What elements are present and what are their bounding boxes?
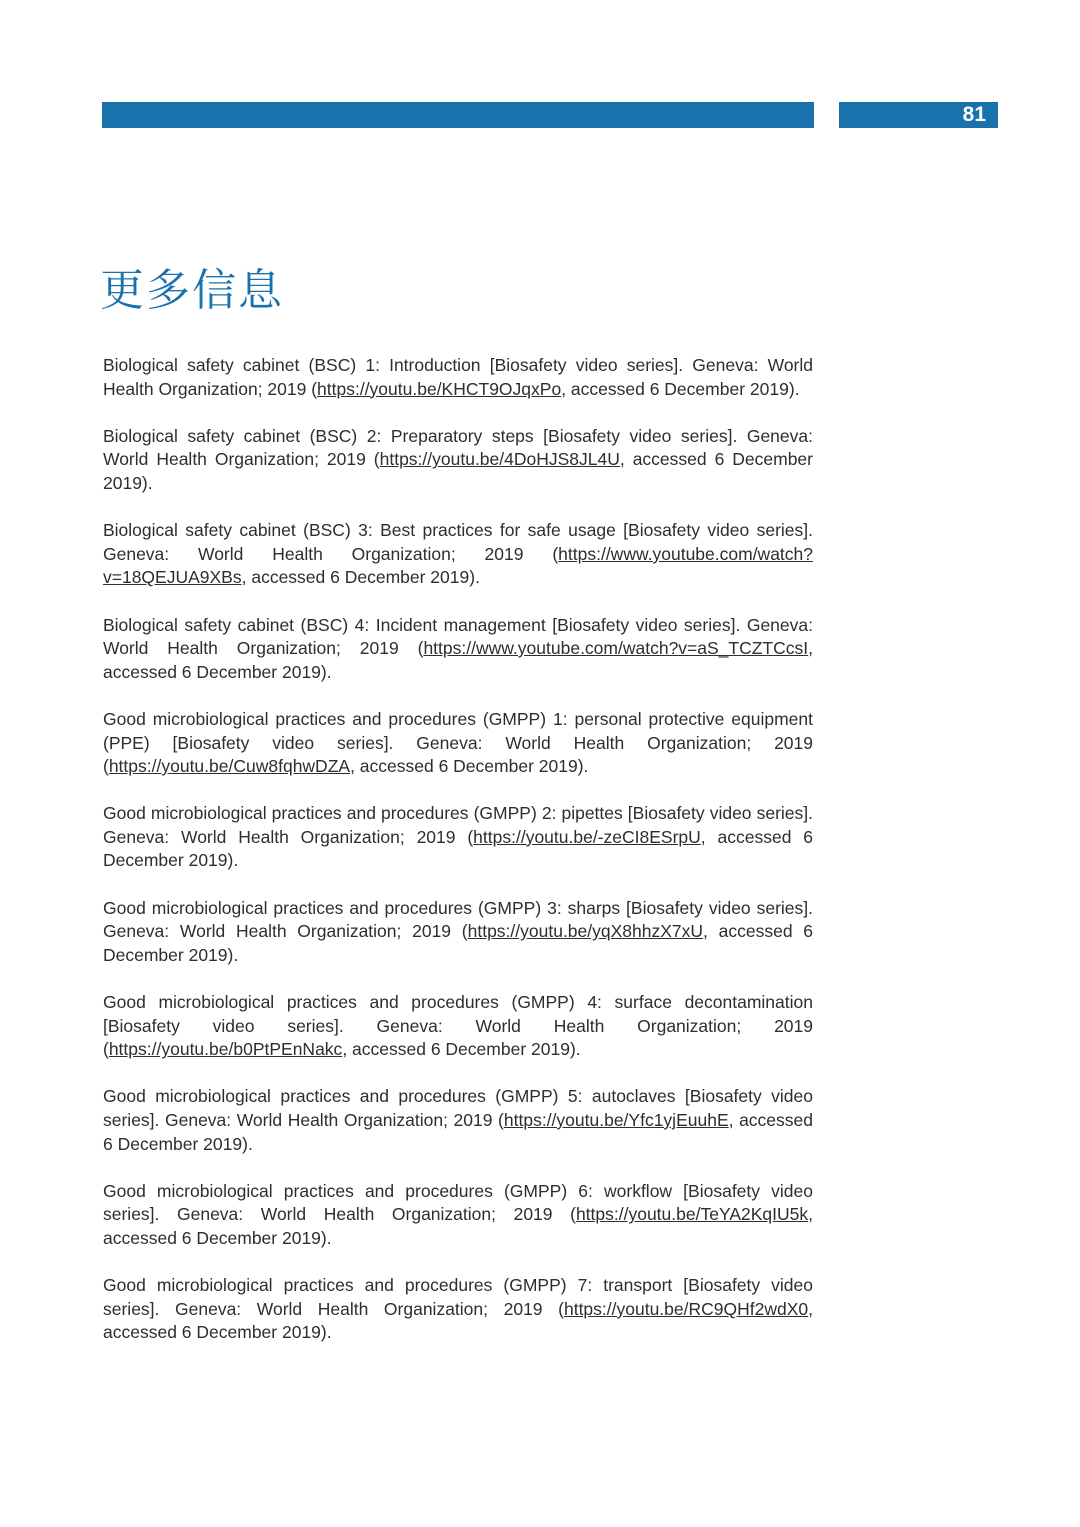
reference-item bbox=[103, 614, 813, 685]
reference-accessed: , accessed 6 December 2019). bbox=[103, 449, 813, 493]
reference-link[interactable]: https://youtu.be/KHCT9OJqxPo bbox=[317, 378, 562, 399]
header-bar bbox=[102, 102, 814, 128]
reference-item bbox=[103, 1085, 813, 1156]
reference-text: Good microbiological practices and procedures (GMPP) 2: pipettes [Biosafety video series]. Geneva: World Health Organization; 2019 ( bbox=[103, 803, 813, 847]
reference-item bbox=[103, 1274, 813, 1345]
reference-link[interactable]: https://youtu.be/4DoHJS8JL4U bbox=[379, 449, 620, 470]
reference-item bbox=[103, 425, 813, 496]
reference-link[interactable]: https://youtu.be/Cuw8fqhwDZA bbox=[108, 756, 351, 777]
reference-item bbox=[103, 802, 813, 873]
reference-accessed: , accessed 6 December 2019). bbox=[103, 921, 814, 965]
reference-item bbox=[103, 897, 813, 968]
reference-text: Good microbiological practices and procedures (GMPP) 1: personal protective equipment (PPE) [Biosafety video series]. Geneva: World Health Organization; 2019 ( bbox=[103, 708, 813, 777]
reference-text: Biological safety cabinet (BSC) 4: Incident management [Biosafety video series]. Geneva: World Health Organization; 2019 ( bbox=[103, 614, 813, 659]
reference-link[interactable]: https://youtu.be/RC9QHf2wdX0 bbox=[563, 1298, 809, 1319]
reference-link[interactable]: https://www.youtube.com/watch?v=18QEJUA9XBs bbox=[103, 543, 813, 588]
reference-text: Good microbiological practices and procedures (GMPP) 3: sharps [Biosafety video series]. Geneva: World Health Organization; 2019 ( bbox=[103, 897, 813, 942]
reference-accessed: , accessed 6 December 2019). bbox=[561, 378, 800, 399]
page-title: 更多信息 bbox=[100, 265, 284, 316]
reference-accessed: , accessed 6 December 2019). bbox=[342, 1039, 581, 1060]
reference-link[interactable]: https://www.youtube.com/watch?v=aS_TCZTCcsI bbox=[423, 638, 809, 659]
reference-accessed: , accessed 6 December 2019). bbox=[103, 1110, 814, 1154]
reference-list bbox=[103, 354, 813, 1369]
reference-text: Good microbiological practices and procedures (GMPP) 4: surface decontamination [Biosafety video series]. Geneva: World Health Organization; 2019 ( bbox=[103, 992, 813, 1060]
reference-accessed: , accessed 6 December 2019). bbox=[241, 567, 480, 588]
reference-accessed: , accessed 6 December 2019). bbox=[350, 756, 589, 777]
reference-item bbox=[103, 519, 813, 590]
reference-text: Good microbiological practices and procedures (GMPP) 7: transport [Biosafety video series]. Geneva: World Health Organization; 2019 ( bbox=[103, 1275, 813, 1319]
page-number: 81 bbox=[839, 102, 998, 128]
reference-link[interactable]: https://youtu.be/Yfc1yjEuuhE bbox=[503, 1110, 729, 1130]
reference-item bbox=[103, 354, 813, 401]
reference-text: Biological safety cabinet (BSC) 3: Best practices for safe usage [Biosafety video series]. Geneva: World Health Organization; 2019 ( bbox=[103, 520, 813, 564]
reference-accessed: , accessed 6 December 2019). bbox=[103, 1204, 813, 1248]
reference-text: Good microbiological practices and procedures (GMPP) 6: workflow [Biosafety video series]. Geneva: World Health Organization; 2019 ( bbox=[103, 1180, 813, 1225]
reference-item bbox=[103, 1180, 813, 1251]
reference-link[interactable]: https://youtu.be/yqX8hhzX7xU bbox=[467, 921, 704, 942]
reference-link[interactable]: https://youtu.be/b0PtPEnNakc bbox=[108, 1039, 343, 1060]
reference-accessed: , accessed 6 December 2019). bbox=[103, 638, 813, 682]
reference-text: Biological safety cabinet (BSC) 2: Preparatory steps [Biosafety video series]. Geneva: World Health Organization; 2019 ( bbox=[103, 425, 813, 470]
reference-text: Biological safety cabinet (BSC) 1: Introduction [Biosafety video series]. Geneva: World Health Organization; 2019 ( bbox=[103, 355, 813, 399]
reference-text: Good microbiological practices and procedures (GMPP) 5: autoclaves [Biosafety video series]. Geneva: World Health Organization; 2019 ( bbox=[103, 1086, 813, 1130]
reference-link[interactable]: https://youtu.be/-zeCI8ESrpU bbox=[473, 826, 701, 847]
reference-link[interactable]: https://youtu.be/TeYA2KqIU5k bbox=[575, 1204, 809, 1225]
reference-accessed: , accessed 6 December 2019). bbox=[103, 1298, 813, 1343]
reference-item bbox=[103, 991, 813, 1062]
reference-accessed: , accessed 6 December 2019). bbox=[103, 826, 814, 871]
reference-item bbox=[103, 708, 813, 779]
